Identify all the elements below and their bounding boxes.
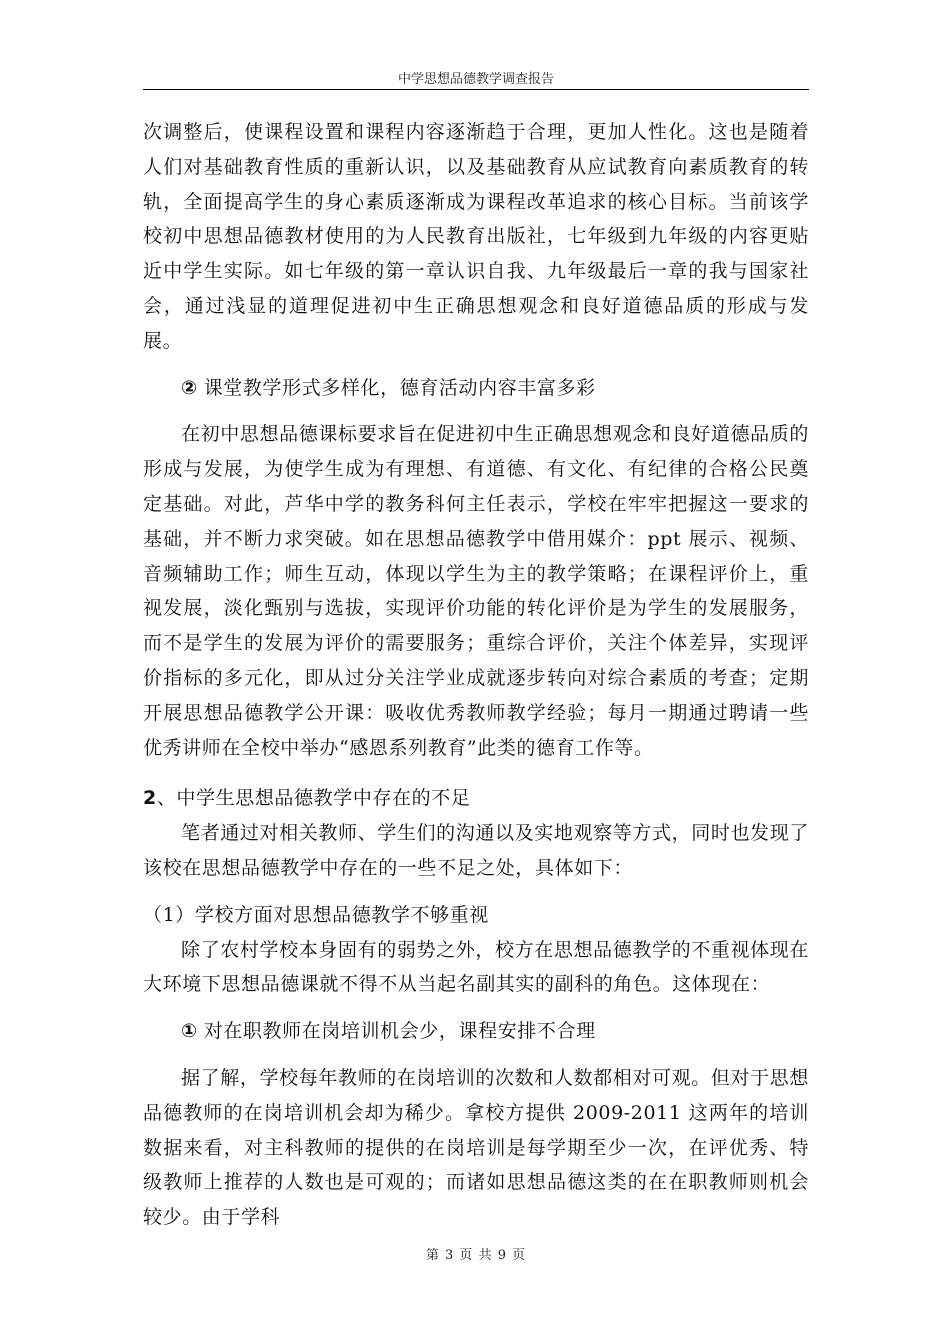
paragraph-observation: 笔者通过对相关教师、学生们的沟通以及实地观察等方式，同时也发现了该校在思想品德教学中存在的一些不足之处，具体如下： — [143, 822, 809, 879]
subheading-training-opportunities — [143, 1014, 809, 1049]
document-body — [143, 115, 809, 1235]
subheading-number: （1） — [143, 903, 195, 926]
paragraph-training-data: 据了解，学校每年教师的在岗培训的次数和人数都相对可观。但对于思想品德教师的在岗培训机会却为稀少。拿校方提供 2009-2011 这两年的培训数据来看，对主科教师的提供的在岗培训是每学期至少一次，在评优秀、特级教师上推荐的人数也是可观的；而诸如思想品德这类的在在职教师则机会较少。由于学科 — [143, 1066, 809, 1229]
page-header: 中学思想品德教学调查报告 — [397, 72, 554, 87]
circled-number-2: ② — [181, 376, 198, 399]
section-title: 、中学生思想品德教学中存在的不足 — [156, 787, 471, 810]
header-divider — [143, 89, 809, 90]
section-number: 2 — [143, 787, 157, 810]
subheading-school-neglect — [143, 898, 809, 933]
circled-number-1: ① — [181, 1020, 198, 1043]
paragraph-rural-school: 除了农村学校本身固有的弱势之外，校方在思想品德教学的不重视体现在大环境下思想品德课就不得不从当起名副其实的副科的角色。这体现在： — [143, 938, 809, 996]
subheading-school-neglect-text: 学校方面对思想品德教学不够重视 — [194, 903, 489, 926]
paragraph-curriculum-standards: 在初中思想品德课标要求旨在促进初中生正确思想观念和良好道德品质的形成与发展，为使学生成为有理想、有道德、有文化、有纪律的合格公民奠定基础。对此，芦华中学的教务科何主任表示，学校在牢牢把握这一要求的基础，并不断力求突破。如在思想品德教学中借用媒介：ppt 展示、视频、音频辅助工作；师生互动，体现以学生为主的教学策略；在课程评价上，重视发展，淡化甄别与选拔，实现评价功能的转化评价是为学生的发展服务，而不是学生的发展为评价的需要服务；重综合评价，关注个体差异，实现评价指标的多元化，即从过分关注学业成就逐步转向对综合素质的考查；定期开展思想品德教学公开课：吸收优秀教师教学经验；每月一期通过聘请一些优秀讲师在全校中举办“感恩系列教育”此类的德育工作等。 — [143, 423, 809, 759]
paragraph-curriculum-adjustment: 次调整后，使课程设置和课程内容逐渐趋于合理，更加人性化。这也是随着人们对基础教育性质的重新认识，以及基础教育从应试教育向素质教育的转轨，全面提高学生的身心素质逐渐成为课程改革追求的核心目标。当前该学校初中思想品德教材使用的为人民教育出版社，七年级到九年级的内容更贴近中学生实际。如七年级的第一章认识自我、九年级最后一章的我与国家社会，通过浅显的道理促进初中生正确思想观念和良好道德品质的形成与发展。 — [143, 121, 809, 352]
section-heading-shortcomings — [143, 781, 809, 816]
page-number-footer: 第 3 页 共 9 页 — [425, 1248, 527, 1263]
subheading-teaching-forms-text: 课堂教学形式多样化，德育活动内容丰富多彩 — [203, 376, 596, 399]
subheading-teaching-forms — [143, 371, 809, 406]
subheading-training-opportunities-text: 对在职教师在岗培训机会少，课程安排不合理 — [203, 1020, 596, 1043]
